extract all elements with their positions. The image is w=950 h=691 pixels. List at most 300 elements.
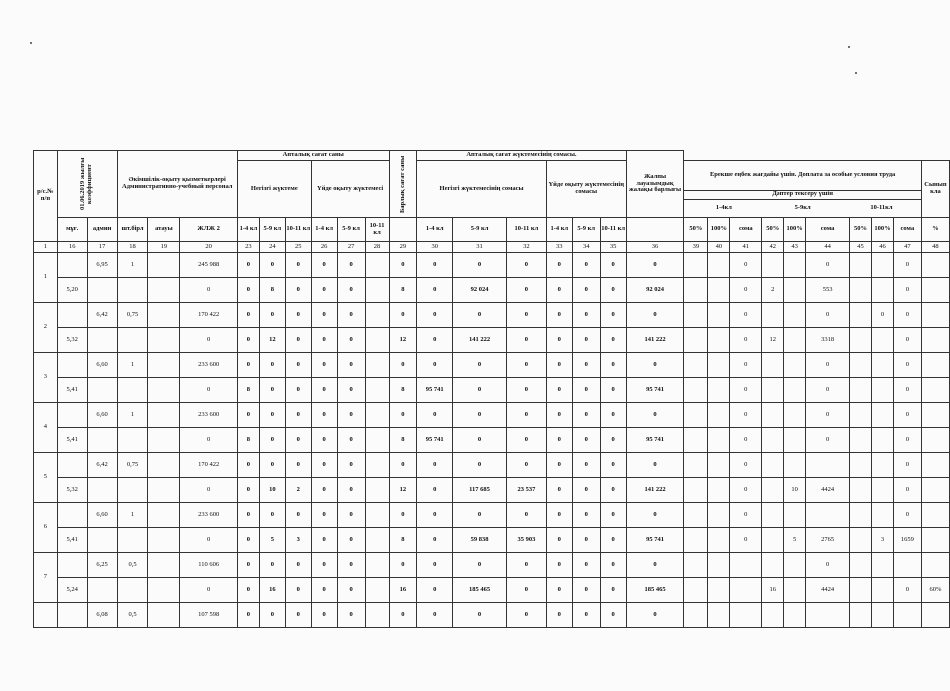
table-cell [708, 578, 730, 603]
table-cell [684, 603, 708, 628]
table-cell: 0 [600, 378, 626, 403]
header-basic-load: Негізгі жүктеме [237, 161, 311, 218]
table-cell: 95 741 [626, 428, 684, 453]
table-cell: 107 598 [180, 603, 238, 628]
table-cell: 0 [337, 328, 365, 353]
table-cell [57, 403, 87, 428]
sub-header-cell: сома [806, 218, 850, 242]
table-cell: 0 [417, 253, 453, 278]
table-cell: 0 [572, 428, 600, 453]
table-cell [117, 428, 148, 453]
table-cell: 1 [117, 403, 148, 428]
table-cell [148, 578, 180, 603]
table-cell [784, 378, 806, 403]
table-cell [850, 478, 872, 503]
table-cell [708, 553, 730, 578]
table-cell [365, 478, 389, 503]
table-cell [850, 253, 872, 278]
table-cell: 117 685 [453, 478, 507, 503]
table-cell [365, 503, 389, 528]
table-cell: 0 [546, 528, 572, 553]
table-cell: 0 [285, 378, 311, 403]
table-cell: 0 [893, 353, 921, 378]
table-cell [762, 478, 784, 503]
row-number-cell [34, 603, 58, 628]
table-cell: 0 [453, 553, 507, 578]
table-cell [806, 603, 850, 628]
table-cell: 0 [730, 353, 762, 378]
table-cell: 0 [311, 428, 337, 453]
table-cell [850, 428, 872, 453]
table-cell: 0 [730, 478, 762, 503]
table-cell: 141 222 [626, 478, 684, 503]
table-cell: 0 [237, 453, 259, 478]
table-cell: 0 [626, 453, 684, 478]
table-cell: 35 903 [506, 528, 546, 553]
table-cell [871, 378, 893, 403]
table-cell: 92 024 [626, 278, 684, 303]
table-cell: 0 [730, 253, 762, 278]
table-cell: 0 [626, 353, 684, 378]
table-cell: 0 [337, 303, 365, 328]
header-date-coefficient-text: 01.06.2019 жылғы коэффициент [79, 157, 94, 211]
table-cell: 0 [389, 603, 417, 628]
table-cell: 0 [417, 278, 453, 303]
table-cell: 0 [259, 428, 285, 453]
table-cell: 0 [572, 278, 600, 303]
header-pn: р/с.№ п/п [34, 151, 58, 242]
row-number-cell: 4 [34, 403, 58, 453]
column-number-cell: 44 [806, 242, 850, 253]
table-cell: 2 [285, 478, 311, 503]
table-cell: 0 [337, 428, 365, 453]
header-notebook-group [684, 191, 921, 218]
table-cell [850, 528, 872, 553]
table-cell: 0 [572, 378, 600, 403]
table-cell [708, 353, 730, 378]
table-cell: 0 [506, 353, 546, 378]
column-number-cell: 48 [921, 242, 949, 253]
table-row [34, 278, 950, 303]
table-cell: 0 [337, 453, 365, 478]
table-cell [871, 553, 893, 578]
table-cell: 0 [237, 403, 259, 428]
sub-header-cell: 10-11 кл [285, 218, 311, 242]
table-cell: 5,41 [57, 528, 87, 553]
table-cell: 0 [730, 503, 762, 528]
table-cell: 0 [180, 428, 238, 453]
table-cell: 0,5 [117, 603, 148, 628]
column-number-cell: 29 [389, 242, 417, 253]
table-cell: 0 [453, 503, 507, 528]
table-cell: 12 [762, 328, 784, 353]
column-number-cell: 18 [117, 242, 148, 253]
staffing-table [33, 150, 950, 628]
table-cell: 5,41 [57, 428, 87, 453]
table-cell [148, 553, 180, 578]
table-cell: 0 [730, 453, 762, 478]
table-cell [850, 403, 872, 428]
table-cell: 0 [389, 353, 417, 378]
table-cell [684, 353, 708, 378]
table-cell: 0 [337, 528, 365, 553]
table-cell [57, 303, 87, 328]
column-number-cell: 39 [684, 242, 708, 253]
table-cell: 0 [546, 403, 572, 428]
table-cell [684, 553, 708, 578]
table-cell: 0 [337, 503, 365, 528]
table-cell [871, 278, 893, 303]
table-cell: 0 [311, 303, 337, 328]
table-cell: 0 [546, 453, 572, 478]
table-cell [57, 453, 87, 478]
table-row [34, 453, 950, 478]
table-cell: 0 [311, 578, 337, 603]
table-cell: 0 [259, 253, 285, 278]
table-cell: 0 [453, 428, 507, 453]
table-cell: 141 222 [626, 328, 684, 353]
table-cell: 6,95 [87, 253, 117, 278]
table-cell [148, 278, 180, 303]
table-row [34, 328, 950, 353]
row-number-cell: 3 [34, 353, 58, 403]
table-cell: 0 [337, 578, 365, 603]
table-cell: 0 [389, 553, 417, 578]
table-cell [684, 403, 708, 428]
table-cell: 0,75 [117, 303, 148, 328]
table-row [34, 528, 950, 553]
table-cell: 0 [572, 528, 600, 553]
table-cell: 553 [806, 278, 850, 303]
column-number-cell: 35 [600, 242, 626, 253]
table-cell [365, 278, 389, 303]
header-home-sum: Үйде оқыту жүктемесінің сомасы [546, 161, 626, 218]
table-cell: 3 [285, 528, 311, 553]
table-cell: 0 [626, 603, 684, 628]
table-cell [921, 328, 949, 353]
table-cell: 0 [259, 403, 285, 428]
column-number-cell: 31 [453, 242, 507, 253]
table-cell: 0 [600, 303, 626, 328]
header-personnel: Әкімшілік-оқыту қызметкерлері Административно-учебный персонал [117, 151, 237, 218]
table-cell: 4424 [806, 578, 850, 603]
table-cell: 0 [180, 478, 238, 503]
table-cell: 233 600 [180, 503, 238, 528]
table-cell: 0 [546, 378, 572, 403]
table-cell: 0 [600, 528, 626, 553]
table-cell: 10 [259, 478, 285, 503]
sub-header-cell: % [921, 218, 949, 242]
header-grade-10-11: 10-11кл [870, 204, 893, 212]
table-cell: 0 [626, 503, 684, 528]
table-cell [708, 428, 730, 453]
table-cell [850, 378, 872, 403]
table-cell [784, 453, 806, 478]
table-cell: 0 [893, 303, 921, 328]
table-cell [708, 278, 730, 303]
table-cell: 6,60 [87, 503, 117, 528]
table-row [34, 253, 950, 278]
table-cell: 5 [259, 528, 285, 553]
table-cell [117, 378, 148, 403]
table-cell [850, 553, 872, 578]
header-grade-1-4: 1-4кл [715, 204, 732, 212]
table-cell: 185 465 [453, 578, 507, 603]
table-cell: 233 600 [180, 403, 238, 428]
header-home-load: Үйде оқыту жүктемесі [311, 161, 389, 218]
table-cell: 0 [806, 253, 850, 278]
column-number-cell: 43 [784, 242, 806, 253]
sub-header-cell: 10-11 кл [365, 218, 389, 242]
sub-header-cell: админ [87, 218, 117, 242]
table-cell: 0 [417, 528, 453, 553]
table-cell [762, 503, 784, 528]
table-cell [684, 528, 708, 553]
table-cell: 0 [572, 353, 600, 378]
row-number-cell: 7 [34, 553, 58, 603]
table-cell [762, 403, 784, 428]
table-cell [921, 603, 949, 628]
sub-header-cell: сома [730, 218, 762, 242]
table-cell [708, 453, 730, 478]
table-cell: 0 [730, 328, 762, 353]
table-cell: 0 [626, 553, 684, 578]
table-cell: 8 [237, 428, 259, 453]
table-cell: 0 [572, 303, 600, 328]
table-cell: 5,32 [57, 328, 87, 353]
header-weekly-hours: Апталық сағат саны [237, 151, 389, 161]
table-cell [850, 303, 872, 328]
table-cell: 6,25 [87, 553, 117, 578]
table-cell: 0 [417, 603, 453, 628]
table-cell: 0 [337, 378, 365, 403]
table-cell: 0 [259, 503, 285, 528]
table-cell [148, 403, 180, 428]
table-cell [365, 253, 389, 278]
table-cell: 95 741 [626, 378, 684, 403]
table-cell: 16 [259, 578, 285, 603]
table-cell [148, 528, 180, 553]
table-cell: 0 [237, 553, 259, 578]
table-cell [148, 328, 180, 353]
table-cell: 0 [311, 403, 337, 428]
table-cell [148, 453, 180, 478]
table-cell: 0 [337, 253, 365, 278]
table-cell: 0 [806, 303, 850, 328]
table-cell: 0 [806, 553, 850, 578]
table-cell: 0 [389, 503, 417, 528]
table-cell [784, 578, 806, 603]
row-number-cell: 2 [34, 303, 58, 353]
sub-header-cell: 50% [684, 218, 708, 242]
table-cell: 0 [259, 303, 285, 328]
table-cell: 0 [337, 403, 365, 428]
table-cell: 0 [311, 353, 337, 378]
table-cell: 0 [180, 578, 238, 603]
table-cell: 0 [311, 278, 337, 303]
sub-header-cell: 5-9 кл [337, 218, 365, 242]
table-cell: 0 [806, 378, 850, 403]
table-cell: 0 [893, 503, 921, 528]
table-cell: 0 [417, 403, 453, 428]
table-cell: 0 [572, 503, 600, 528]
table-cell: 2765 [806, 528, 850, 553]
table-cell [921, 253, 949, 278]
table-cell [87, 478, 117, 503]
table-cell [148, 478, 180, 503]
table-cell: 0 [506, 603, 546, 628]
table-cell [730, 603, 762, 628]
table-cell: 5,20 [57, 278, 87, 303]
table-cell: 0 [237, 303, 259, 328]
table-cell [806, 503, 850, 528]
table-cell: 0 [600, 503, 626, 528]
table-cell: 0 [730, 378, 762, 403]
table-cell: 0 [806, 403, 850, 428]
table-cell [684, 303, 708, 328]
table-cell: 1 [117, 353, 148, 378]
table-cell: 16 [762, 578, 784, 603]
table-cell: 0 [259, 603, 285, 628]
table-cell [365, 328, 389, 353]
table-cell [871, 453, 893, 478]
sub-header-row [34, 218, 950, 242]
table-cell: 0 [893, 278, 921, 303]
table-row [34, 478, 950, 503]
table-row [34, 553, 950, 578]
table-cell: 0 [600, 453, 626, 478]
table-cell [708, 303, 730, 328]
table-cell: 0 [572, 453, 600, 478]
table-cell: 8 [389, 428, 417, 453]
table-cell: 0 [506, 428, 546, 453]
table-cell: 6,60 [87, 403, 117, 428]
table-cell: 0 [893, 428, 921, 453]
table-row [34, 503, 950, 528]
table-cell: 0 [806, 353, 850, 378]
table-cell [921, 378, 949, 403]
table-cell: 0 [180, 378, 238, 403]
table-cell: 59 838 [453, 528, 507, 553]
table-cell: 0 [417, 353, 453, 378]
sub-header-cell: 1-4 кл [237, 218, 259, 242]
table-cell: 0 [546, 578, 572, 603]
table-cell: 1659 [893, 528, 921, 553]
table-cell: 0 [506, 328, 546, 353]
table-cell: 3 [871, 528, 893, 553]
table-cell [784, 403, 806, 428]
table-cell: 0 [337, 278, 365, 303]
table-cell [762, 553, 784, 578]
table-cell: 0 [893, 453, 921, 478]
table-cell [784, 278, 806, 303]
table-cell: 0 [311, 503, 337, 528]
table-cell: 0 [237, 503, 259, 528]
table-cell: 0 [389, 403, 417, 428]
sub-header-cell [626, 218, 684, 242]
column-number-cell: 34 [572, 242, 600, 253]
table-cell: 0 [730, 403, 762, 428]
table-cell: 0 [730, 278, 762, 303]
column-number-cell: 20 [180, 242, 238, 253]
header-weekly-sum: Апталық сағат жүктемесінің сомасы. [417, 151, 626, 161]
table-row [34, 303, 950, 328]
table-cell: 0 [237, 328, 259, 353]
table-cell [762, 378, 784, 403]
table-cell [921, 303, 949, 328]
table-cell: 0,5 [117, 553, 148, 578]
column-number-cell: 40 [708, 242, 730, 253]
header-grade-5-9: 5-9кл [794, 204, 811, 212]
table-cell [117, 578, 148, 603]
sub-header-cell: 50% [762, 218, 784, 242]
sub-header-cell: 1-4 кл [311, 218, 337, 242]
table-cell: 0 [572, 603, 600, 628]
table-cell: 6,60 [87, 353, 117, 378]
table-cell: 0 [259, 378, 285, 403]
table-cell: 0 [285, 278, 311, 303]
table-cell: 0 [417, 303, 453, 328]
table-cell: 0 [311, 478, 337, 503]
table-cell [850, 603, 872, 628]
column-number-cell: 24 [259, 242, 285, 253]
table-cell [871, 503, 893, 528]
table-cell: 0 [506, 403, 546, 428]
column-number-cell: 19 [148, 242, 180, 253]
table-cell [762, 253, 784, 278]
table-cell: 233 600 [180, 353, 238, 378]
table-cell: 0 [259, 453, 285, 478]
column-number-cell: 23 [237, 242, 259, 253]
table-cell [921, 453, 949, 478]
table-cell: 170 422 [180, 453, 238, 478]
table-cell [87, 378, 117, 403]
table-cell: 0 [600, 403, 626, 428]
table-cell [806, 453, 850, 478]
table-cell [784, 303, 806, 328]
speck [30, 42, 32, 44]
table-cell [684, 378, 708, 403]
column-number-cell: 17 [87, 242, 117, 253]
column-number-cell: 32 [506, 242, 546, 253]
table-cell [762, 428, 784, 453]
table-cell: 0 [600, 278, 626, 303]
column-number-cell: 26 [311, 242, 337, 253]
table-cell: 0 [572, 553, 600, 578]
column-number-cell: 45 [850, 242, 872, 253]
column-number-cell: 25 [285, 242, 311, 253]
table-cell [365, 378, 389, 403]
table-cell: 0 [506, 578, 546, 603]
table-cell: 0 [237, 278, 259, 303]
table-cell [684, 253, 708, 278]
table-cell [784, 503, 806, 528]
column-number-cell: 47 [893, 242, 921, 253]
column-number-cell: 30 [417, 242, 453, 253]
table-cell: 0 [600, 253, 626, 278]
table-cell [708, 603, 730, 628]
table-cell [57, 603, 87, 628]
table-cell [684, 578, 708, 603]
table-cell [87, 328, 117, 353]
table-cell: 0 [806, 428, 850, 453]
table-cell [850, 328, 872, 353]
table-cell [708, 378, 730, 403]
table-cell: 0 [730, 528, 762, 553]
table-cell [365, 553, 389, 578]
table-cell: 0 [337, 353, 365, 378]
table-cell [921, 528, 949, 553]
